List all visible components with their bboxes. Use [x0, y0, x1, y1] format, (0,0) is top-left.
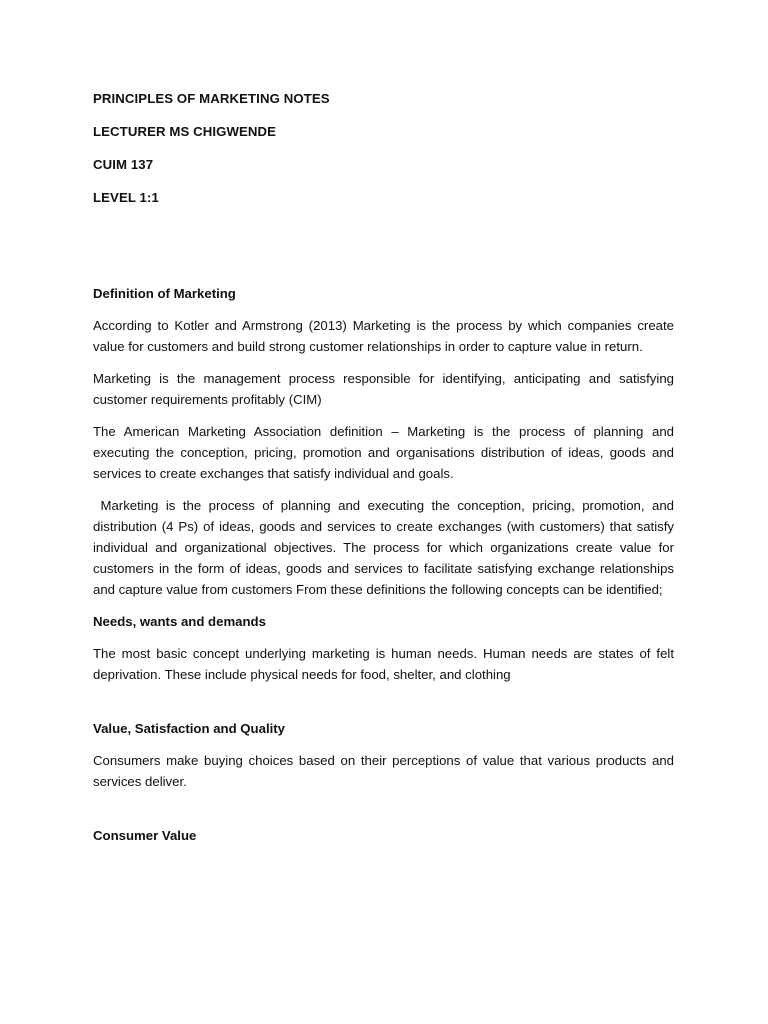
- paragraph-cim-definition: Marketing is the management process responsible for identifying, anticipating and satisfying customer requirements profitably (CIM): [93, 371, 674, 407]
- course-title: PRINCIPLES OF MARKETING NOTES: [93, 91, 330, 106]
- paragraph-human-needs: The most basic concept underlying marketing is human needs. Human needs are states of felt deprivation. These include physical needs for food, shelter, and clothing: [93, 646, 674, 682]
- paragraph-kotler-definition: According to Kotler and Armstrong (2013) Marketing is the process by which companies create value for customers and build strong customer relationships in order to capture value in return.: [93, 318, 674, 354]
- paragraph-ama-definition: The American Marketing Association definition – Marketing is the process of planning and executing the conception, pricing, promotion and organisations distribution of ideas, goods and services to create exchanges that satisfy individual and goals.: [93, 424, 674, 481]
- paragraph-marketing-process: Marketing is the process of planning and executing the conception, pricing, promotion, and distribution (4 Ps) of ideas, goods and services to create exchanges (with customers) that satisfy individual and organizational objectives. The process for which organizations create value for customers in the form of ideas, goods and services to facilitate satisfying exchange relationships and capture value from customers From these definitions the following concepts can be identified;: [93, 498, 678, 597]
- section-heading-definition: Definition of Marketing: [93, 286, 236, 301]
- course-level: LEVEL 1:1: [93, 190, 159, 205]
- paragraph-buying-choices: Consumers make buying choices based on their perceptions of value that various products and services deliver.: [93, 753, 674, 789]
- lecturer-name: LECTURER MS CHIGWENDE: [93, 124, 277, 139]
- section-heading-value: Value, Satisfaction and Quality: [93, 721, 286, 736]
- section-heading-needs: Needs, wants and demands: [93, 614, 266, 629]
- document-body: [93, 88, 678, 857]
- blank-line: [93, 803, 674, 825]
- course-code: CUIM 137: [93, 157, 154, 172]
- section-heading-consumer-value: Consumer Value: [93, 828, 197, 843]
- blank-line: [93, 696, 674, 718]
